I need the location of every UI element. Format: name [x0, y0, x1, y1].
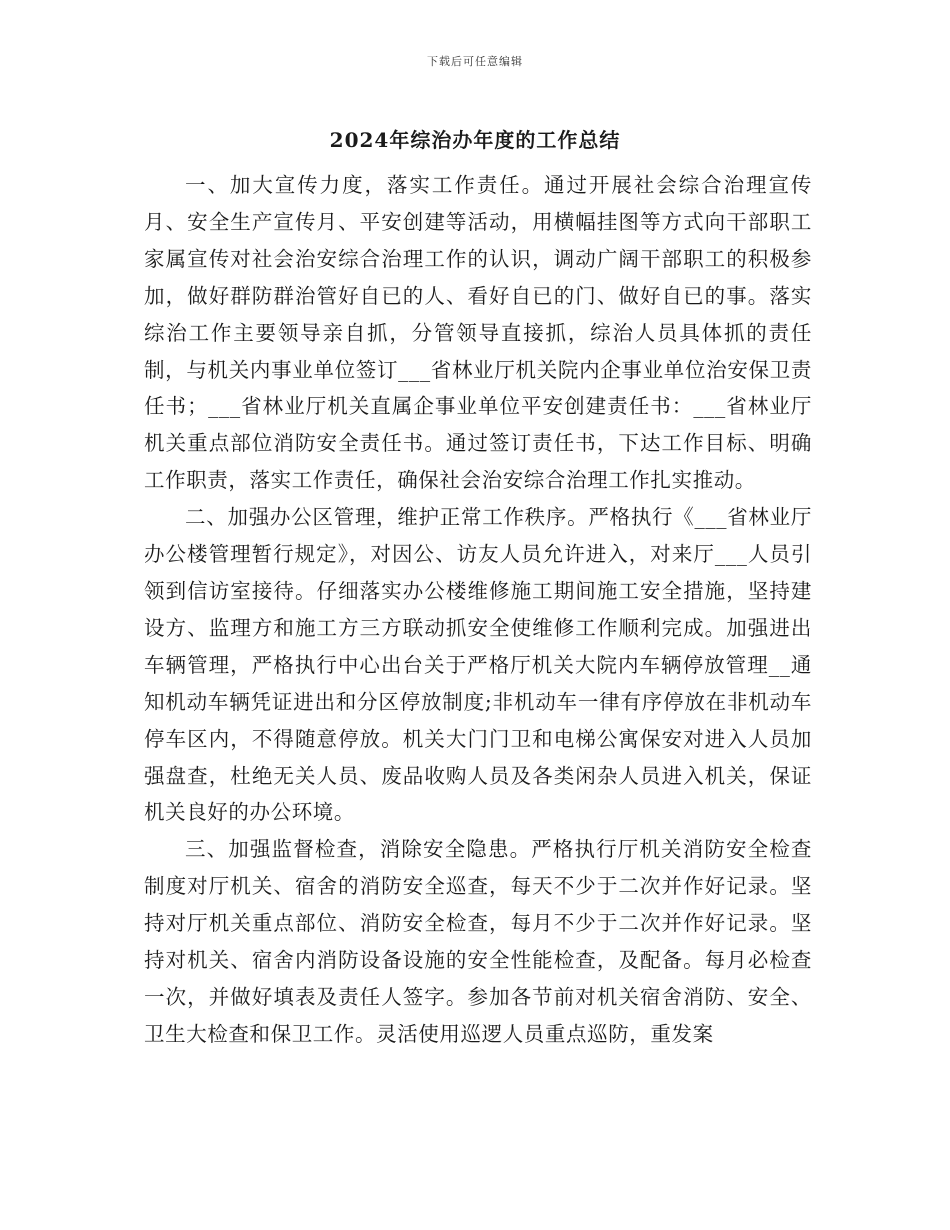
paragraph-3: 三、加强监督检查，消除安全隐患。严格执行厅机关消防安全检查制度对厅机关、宿舍的消防安全巡查，每天不少于二次并作好记录。坚持对厅机关重点部位、消防安全检查，每月不少于二次并作好记录。坚持对机关、宿舍内消防设备设施的安全性能检查，及配备。每月必检查一次，并做好填表及责任人签字。参加各节前对机关宿舍消防、安全、卫生大检查和保卫工作。灵活使用巡逻人员重点巡防，重发案	[144, 837, 812, 1046]
document-title: 2024年综治办年度的工作总结	[329, 128, 621, 152]
header-note: 下载后可任意编辑	[427, 55, 523, 68]
paragraph-1: 一、加大宣传力度，落实工作责任。通过开展社会综合治理宣传月、安全生产宣传月、平安创建等活动，用横幅挂图等方式向干部职工家属宣传对社会治安综合治理工作的认识，调动广阔干部职工的积极参加，做好群防群治管好自已的人、看好自已的门、做好自已的事。落实综治工作主要领导亲自抓，分管领导直接抓，综治人员具体抓的责任制，与机关内事业单位签订___省林业厅机关院内企事业单位治安保卫责任书；___省林业厅机关直属企事业单位平安创建责任书：___省林业厅机关重点部位消防安全责任书。通过签订责任书，下达工作目标、明确工作职责，落实工作责任，确保社会治安综合治理工作扎实推动。	[144, 173, 812, 493]
paragraph-2: 二、加强办公区管理，维护正常工作秩序。严格执行《___省林业厅办公楼管理暂行规定》，对因公、访友人员允许进入，对来厅___人员引领到信访室接待。仔细落实办公楼维修施工期间施工安全措施，坚持建设方、监理方和施工方三方联动抓安全使维修工作顺利完成。加强进出车辆管理，严格执行中心出台关于严格厅机关大院内车辆停放管理__通知机动车辆凭证进出和分区停放制度;非机动车一律有序停放在非机动车停车区内，不得随意停放。机关大门门卫和电梯公寓保安对进入人员加强盘查，杜绝无关人员、废品收购人员及各类闲杂人员进入机关，保证机关良好的办公环境。	[144, 505, 812, 825]
document-body	[144, 167, 812, 1053]
